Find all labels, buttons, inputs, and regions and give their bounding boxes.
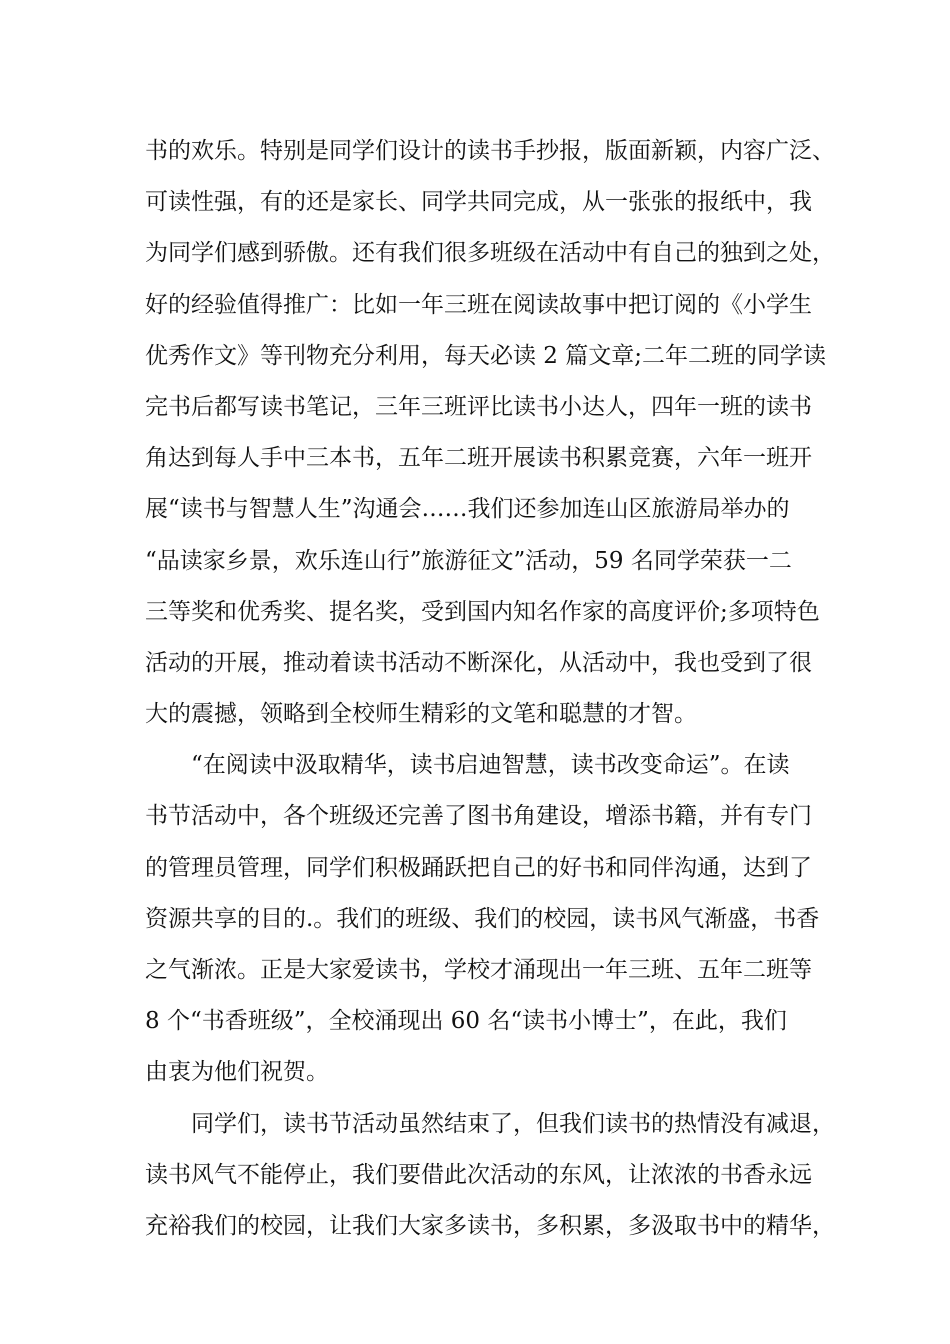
- text-line: 可读性强，有的还是家长、同学共同完成，从一张张的报纸中，我: [145, 189, 812, 216]
- text-line: 优秀作文》等刊物充分利用，每天必读 2 篇文章;二年二班的同学读: [145, 342, 827, 369]
- text-line: 书的欢乐。特别是同学们设计的读书手抄报，版面新颖，内容广泛、: [145, 138, 835, 164]
- document-body: [145, 126, 835, 1252]
- text-line: 8 个“书香班级”，全校涌现出 60 名“读书小博士”，在此，我们: [145, 1008, 787, 1035]
- paragraph-1: [145, 126, 835, 740]
- text-line: 角达到每人手中三本书，五年二班开展读书积累竞赛，六年一班开: [145, 445, 812, 472]
- text-line: 大的震撼，领略到全校师生精彩的文笔和聪慧的才智。: [145, 701, 697, 728]
- text-line: 同学们，读书节活动虽然结束了，但我们读书的热情没有减退，: [191, 1110, 835, 1137]
- text-line: 读书风气不能停止，我们要借此次活动的东风，让浓浓的书香永远: [145, 1161, 812, 1188]
- text-line: 充裕我们的校园，让我们大家多读书，多积累，多汲取书中的精华，: [145, 1212, 835, 1239]
- text-line: 为同学们感到骄傲。还有我们很多班级在活动中有自己的独到之处，: [145, 240, 835, 267]
- text-line: “在阅读中汲取精华，读书启迪智慧，读书改变命运”。在读: [191, 752, 790, 779]
- text-line: 完书后都写读书笔记，三年三班评比读书小达人，四年一班的读书: [145, 393, 812, 420]
- text-line: 之气渐浓。正是大家爱读书，学校才涌现出一年三班、五年二班等: [145, 957, 812, 983]
- text-line: 好的经验值得推广：比如一年三班在阅读故事中把订阅的《小学生: [145, 291, 812, 318]
- text-line: 的管理员管理，同学们积极踊跃把自己的好书和同伴沟通，达到了: [145, 854, 812, 881]
- text-line: 书节活动中，各个班级还完善了图书角建设，增添书籍，并有专门: [145, 803, 812, 830]
- text-line: 由衷为他们祝贺。: [145, 1059, 329, 1086]
- text-line: 展“读书与智慧人生”沟通会……我们还参加连山区旅游局举办的: [145, 496, 790, 523]
- text-line: 资源共享的目的.。我们的班级、我们的校园，读书风气渐盛，书香: [145, 905, 820, 932]
- text-line: 三等奖和优秀奖、提名奖，受到国内知名作家的高度评价;多项特色: [145, 598, 820, 625]
- text-line: 活动的开展，推动着读书活动不断深化，从活动中，我也受到了很: [145, 649, 812, 676]
- text-line: “品读家乡景，欢乐连山行”旅游征文”活动，59 名同学荣获一二: [145, 547, 792, 574]
- paragraph-3: [145, 1099, 835, 1253]
- paragraph-2: [145, 740, 835, 1098]
